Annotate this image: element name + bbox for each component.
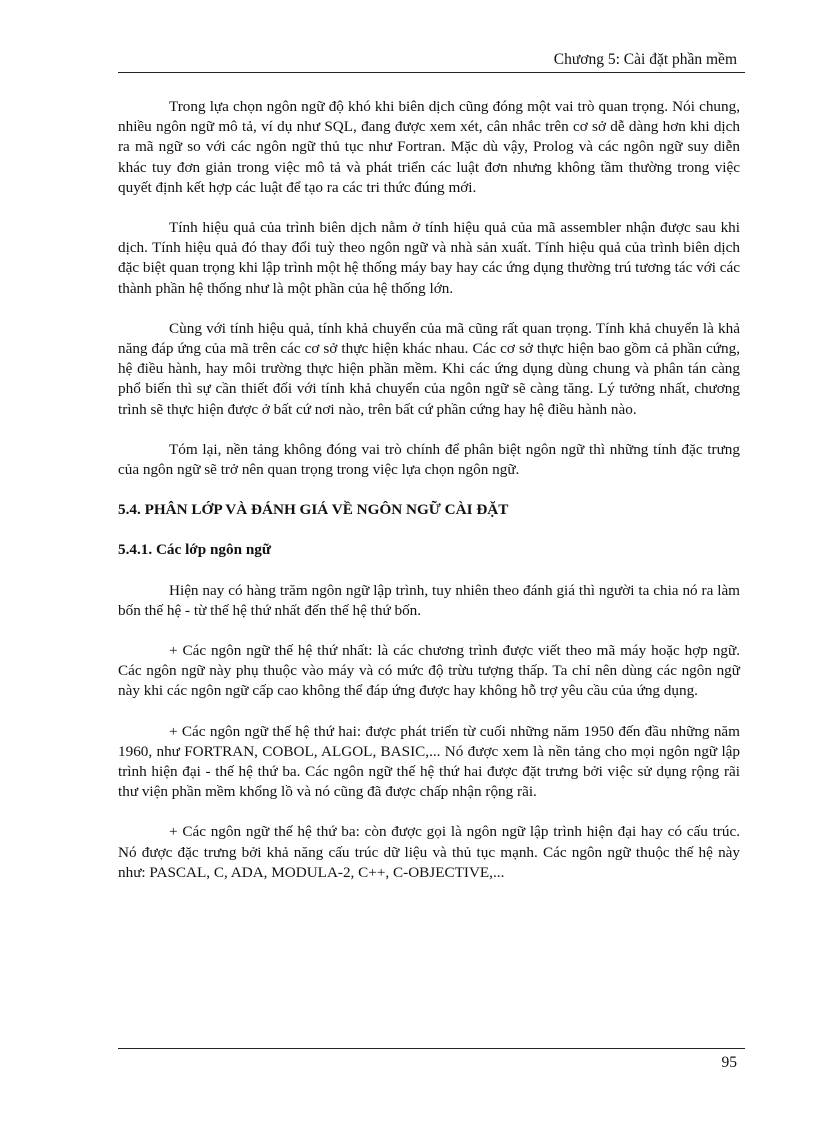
footer-divider — [118, 1048, 745, 1049]
section-heading: 5.4. PHÂN LỚP VÀ ĐÁNH GIÁ VỀ NGÔN NGỮ CÀI ĐẶT — [118, 501, 509, 519]
paragraph-second-generation: + Các ngôn ngữ thế hệ thứ hai: được phát triển từ cuối những năm 1950 đến đầu những năm 1960, như FORTRAN, COBOL, ALGOL, BASIC,... Nó được xem là nền tảng cho mọi ngôn ngữ lập trình hiện đại - thế hệ thứ ba. Các ngôn ngữ thế hệ thứ hai được đặt trưng bởi việc sử dụng rộng rãi thư viện phần mềm khổng lồ và nó cũng đã được chấp nhận rộng rãi. — [118, 722, 740, 801]
paragraph-first-generation: + Các ngôn ngữ thế hệ thứ nhất: là các chương trình được viết theo mã máy hoặc hợp ngữ. Các ngôn ngữ này phụ thuộc vào máy và có mức độ trừu tượng thấp. Ta chỉ nên dùng các ngôn ngữ này khi các ngôn ngữ cấp cao không thể đáp ứng được hay không hỗ trợ yêu cầu của ứng dụng. — [118, 642, 740, 700]
paragraph-third-generation: + Các ngôn ngữ thế hệ thứ ba: còn được gọi là ngôn ngữ lập trình hiện đại hay có cấu trúc. Nó được đặc trưng bởi khả năng cấu trúc dữ liệu và thủ tục mạnh. Các ngôn ngữ thuộc thế hệ này như: PASCAL, C, ADA, MODULA-2, C++, C-OBJECTIVE,... — [118, 823, 740, 881]
page-body — [118, 97, 740, 903]
paragraph-summary: Tóm lại, nền tảng không đóng vai trò chính để phân biệt ngôn ngữ thì những tính đặc trưng của ngôn ngữ sẽ trở nên quan trọng trong việc lựa chọn ngôn ngữ. — [118, 440, 740, 479]
subsection-heading: 5.4.1. Các lớp ngôn ngữ — [118, 541, 271, 559]
page-number: 95 — [721, 1054, 737, 1071]
page-header — [118, 50, 745, 73]
paragraph-compile-difficulty: Trong lựa chọn ngôn ngữ độ khó khi biên dịch cũng đóng một vai trò quan trọng. Nói chung, nhiều ngôn ngữ mô tả, ví dụ như SQL, đang được xem xét, cân nhắc trên cơ sở dễ dàng hơn khi dịch ra mã ngữ so với các ngôn ngữ thủ tục như Fortran. Mặc dù vậy, Prolog và các ngôn ngữ suy diễn khác tuy đơn giản trong việc mô tả và phát triển các luật đơn nhưng không tầm thường trong việc quyết định kết hợp các luật để tạo ra các tri thức đúng mới. — [118, 98, 740, 196]
paragraph-language-generations: Hiện nay có hàng trăm ngôn ngữ lập trình, tuy nhiên theo đánh giá thì người ta chia nó ra làm bốn thế hệ - từ thế hệ thứ nhất đến thế hệ thứ bốn. — [118, 581, 740, 619]
paragraph-compiler-efficiency: Tính hiệu quả của trình biên dịch nằm ở tính hiệu quả của mã assembler nhận được sau khi dịch. Tính hiệu quả đó thay đổi tuỳ theo ngôn ngữ và nhà sản xuất. Tính hiệu quả của trình biên dịch đặc biệt quan trọng khi lập trình một hệ thống máy bay hay các ứng dụng thường trú tương tác với các thành phần hệ thống như là một phần của hệ thống lớn. — [118, 219, 740, 297]
paragraph-portability: Cùng với tính hiệu quả, tính khả chuyển của mã cũng rất quan trọng. Tính khả chuyển là khả năng đáp ứng của mã trên các cơ sở thực hiện khác nhau. Các cơ sở thực hiện bao gồm cả phần cứng, hệ điều hành, hay môi trường thực hiện phần mềm. Khi các ứng dụng dùng chung và phân tán càng phổ biến thì sự cần thiết đối với tính khả chuyển của ngôn ngữ sẽ càng tăng. Lý tưởng nhất, chương trình sẽ thực hiện được ở bất cứ nơi nào, trên bất cứ phần cứng hay hệ điều hành nào. — [118, 319, 740, 418]
chapter-title: Chương 5: Cài đặt phần mềm — [553, 51, 737, 68]
